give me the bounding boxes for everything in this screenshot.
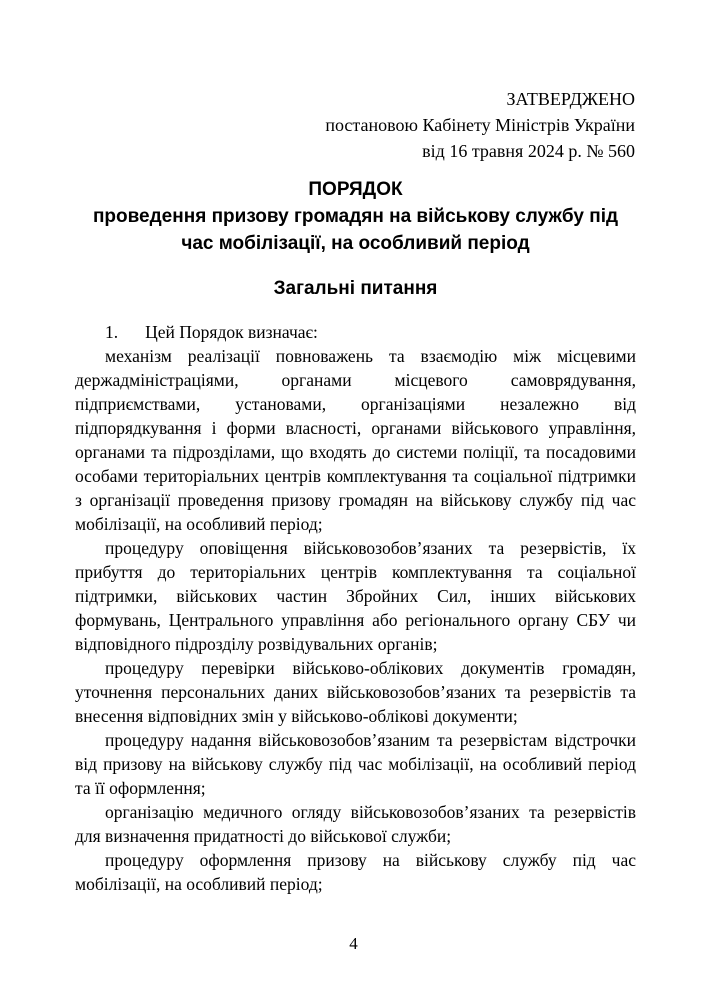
paragraph: організацію медичного огляду військовозобов’язаних та резервістів для визначення придатності до військової служби; [75, 802, 636, 846]
document-body [75, 320, 636, 896]
paragraph: процедуру перевірки військово-облікових документів громадян, уточнення персональних даних військовозобов’язаних та резервістів та внесення відповідних змін у військово-облікові документи; [75, 658, 636, 726]
document-title: ПОРЯДОК [308, 179, 403, 200]
approval-line-1: ЗАТВЕРДЖЕНО [506, 89, 635, 109]
approval-line-2: постановою Кабінету Міністрів України [325, 115, 635, 135]
paragraph: процедуру оформлення призову на військову службу під час мобілізації, на особливий період; [75, 850, 636, 894]
paragraph-number: 1. [105, 322, 119, 342]
page-number: 4 [349, 934, 358, 953]
paragraph: процедуру надання військовозобов’язаним та резервістам відстрочки від призову на військову службу під час мобілізації, на особливий період та її оформлення; [75, 730, 636, 798]
section-heading: Загальні питання [273, 278, 438, 299]
approval-line-3: від 16 травня 2024 р. № 560 [422, 141, 635, 161]
numbered-paragraph [75, 320, 636, 344]
paragraph-intro-text: Цей Порядок визначає: [145, 322, 318, 342]
approval-block [325, 86, 635, 164]
document-title-block [75, 176, 636, 257]
document-subtitle: проведення призову громадян на військову службу під час мобілізації, на особливий період [92, 206, 619, 254]
paragraph: процедуру оповіщення військовозобов’язаних та резервістів, їх прибуття до територіальних центрів комплектування та соціальної підтримки, військових частин Збройних Сил, інших військових формувань, Центрального управління або регіонального органу СБУ чи відповідного підрозділу розвідувальних органів; [75, 538, 636, 654]
paragraph: механізм реалізації повноважень та взаємодію між місцевими держадміністраціями, органами місцевого самоврядування, підприємствами, установами, організаціями незалежно від підпорядкування і форми власності, органами військового управління, органами та підрозділами, що входять до системи поліції, та посадовими особами територіальних центрів комплектування та соціальної підтримки з організації проведення призову громадян на військову службу під час мобілізації, на особливий період; [75, 346, 636, 534]
